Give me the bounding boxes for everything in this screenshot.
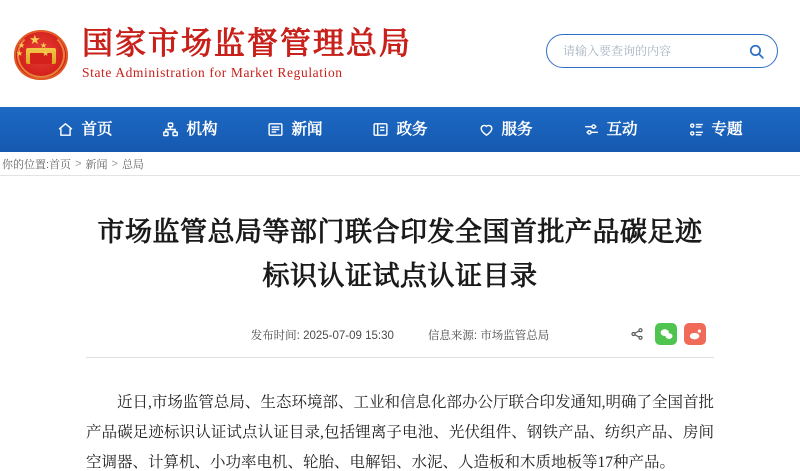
brand-title-cn: 国家市场监督管理总局 (82, 25, 412, 61)
home-icon (57, 121, 74, 138)
national-emblem-icon (14, 26, 70, 82)
nav-item-topic-label: 专题 (711, 121, 743, 138)
breadcrumb-separator-1: > (75, 157, 82, 170)
share-group (626, 323, 706, 345)
publish-time-group (251, 327, 394, 343)
site-header (0, 0, 800, 107)
nav-item-gov-label: 政务 (396, 121, 428, 138)
org-icon (162, 121, 179, 138)
breadcrumb-separator-2: > (111, 157, 118, 170)
nav-item-service-label: 服务 (501, 121, 533, 138)
nav-item-news-label: 新闻 (291, 121, 323, 138)
breadcrumb-item-home[interactable]: 首页 (49, 158, 72, 171)
gov-icon (372, 121, 389, 138)
article (0, 176, 800, 471)
nav-item-home[interactable] (32, 107, 137, 152)
share-icon[interactable] (626, 323, 648, 345)
nav-item-interaction[interactable] (558, 107, 663, 152)
search-input[interactable] (563, 44, 745, 58)
weibo-icon[interactable] (684, 323, 706, 345)
nav-item-topic[interactable] (663, 107, 768, 152)
nav-item-home-label: 首页 (81, 121, 113, 138)
breadcrumb-item-bureau[interactable]: 总局 (121, 158, 144, 171)
nav-item-service[interactable] (453, 107, 558, 152)
nav-item-interaction-label: 互动 (606, 121, 638, 138)
nav-item-news[interactable] (242, 107, 347, 152)
heart-icon (478, 121, 495, 138)
article-meta (86, 324, 714, 358)
news-icon (267, 121, 284, 138)
breadcrumb-item-news[interactable]: 新闻 (85, 158, 108, 171)
source-group (428, 327, 549, 343)
nav-item-org[interactable] (137, 107, 242, 152)
wechat-icon[interactable] (655, 323, 677, 345)
search-icon (748, 43, 765, 60)
nav-item-org-label: 机构 (186, 121, 218, 138)
publish-time-label: 发布时间: (250, 329, 300, 342)
brand-title-en: State Administration for Market Regulation (82, 64, 343, 80)
publish-time-value: 2025-07-09 15:30 (303, 329, 394, 342)
breadcrumb (0, 152, 800, 176)
topic-icon (688, 121, 705, 138)
article-paragraph: 近日,市场监管总局、生态环境部、工业和信息化部办公厅联合印发通知,明确了全国首批产品碳足迹标识认证试点认证目录,包括锂离子电池、光伏组件、钢铁产品、纺织产品、房间空调器、计算机、小功率电机、轮胎、电解铝、水泥、人造板和木质地板等17种产品。 (86, 394, 714, 471)
search-box[interactable] (546, 34, 778, 68)
source-value: 市场监管总局 (480, 329, 550, 342)
nav-item-gov[interactable] (347, 107, 452, 152)
interaction-icon (583, 121, 600, 138)
breadcrumb-prefix: 你的位置: (2, 158, 50, 171)
page-title: 市场监管总局等部门联合印发全国首批产品碳足迹标识认证试点认证目录 (97, 217, 703, 291)
search-button[interactable] (745, 40, 767, 62)
site-brand (82, 25, 412, 83)
source-label: 信息来源: (427, 329, 478, 342)
main-nav (0, 107, 800, 152)
